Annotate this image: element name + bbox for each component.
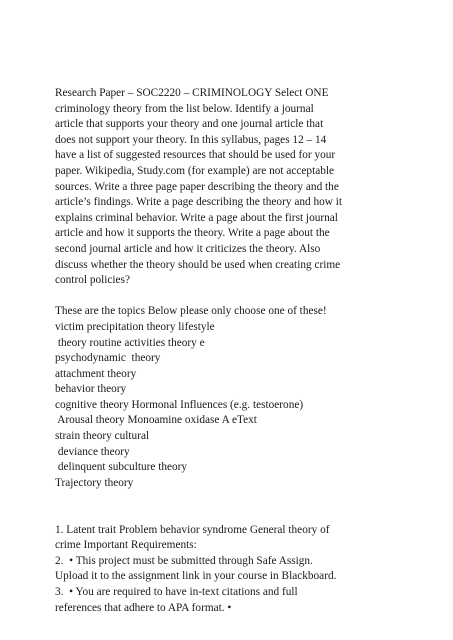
text-line: cognitive theory Hormonal Influences (e.g. testoerone) xyxy=(55,398,304,411)
assignment-description-paragraph xyxy=(55,86,405,289)
text-line: have a list of suggested resources that should be used for your xyxy=(55,149,336,162)
paragraph-spacer xyxy=(55,507,405,523)
text-line: explains criminal behavior. Write a page about the first journal xyxy=(55,211,338,224)
text-line: These are the topics Below please only choose one of these! xyxy=(55,305,327,318)
text-line: discuss whether the theory should be used when creating crime xyxy=(55,258,341,271)
text-line: theory routine activities theory e xyxy=(55,336,205,349)
document-body xyxy=(55,86,405,616)
text-line: article’s findings. Write a page describing the theory and how it xyxy=(55,196,343,209)
text-line: attachment theory xyxy=(55,367,137,380)
text-line: Research Paper – SOC2220 – CRIMINOLOGY Select ONE xyxy=(55,87,329,99)
text-line: 1. Latent trait Problem behavior syndrome General theory of xyxy=(55,523,330,536)
text-line: control policies? xyxy=(55,274,130,287)
text-line: Trajectory theory xyxy=(55,476,134,489)
text-line: Upload it to the assignment link in your course in Blackboard. xyxy=(55,570,337,583)
text-line: criminology theory from the list below. Identify a journal xyxy=(55,102,314,115)
text-line: crime Important Requirements: xyxy=(55,539,197,552)
text-line: Arousal theory Monoamine oxidase A eText xyxy=(55,414,257,427)
text-line: deviance theory xyxy=(55,445,130,458)
text-line: strain theory cultural xyxy=(55,430,150,443)
text-line: 3. • You are required to have in-text citations and full xyxy=(55,586,298,598)
paragraph-spacer xyxy=(55,289,405,305)
paragraph-spacer xyxy=(55,491,405,507)
text-line: behavior theory xyxy=(55,383,127,396)
text-line: paper. Wikipedia, Study.com (for example) are not acceptable xyxy=(55,164,335,177)
requirements-paragraph xyxy=(55,523,405,617)
text-line: does not support your theory. In this syllabus, pages 12 – 14 xyxy=(55,133,327,146)
text-line: article that supports your theory and one journal article that xyxy=(55,118,324,131)
text-line: article and how it supports the theory. Write a page about the xyxy=(55,227,330,240)
text-line: sources. Write a three page paper describing the theory and the xyxy=(55,180,339,193)
text-line: second journal article and how it criticizes the theory. Also xyxy=(55,242,321,255)
topics-list-paragraph xyxy=(55,304,405,491)
text-line: delinquent subculture theory xyxy=(55,461,188,474)
text-line: references that adhere to APA format. • xyxy=(55,601,232,614)
text-line: victim precipitation theory lifestyle xyxy=(55,320,215,333)
text-line: psychodynamic theory xyxy=(55,352,161,365)
text-line: 2. • This project must be submitted through Safe Assign. xyxy=(55,554,313,567)
